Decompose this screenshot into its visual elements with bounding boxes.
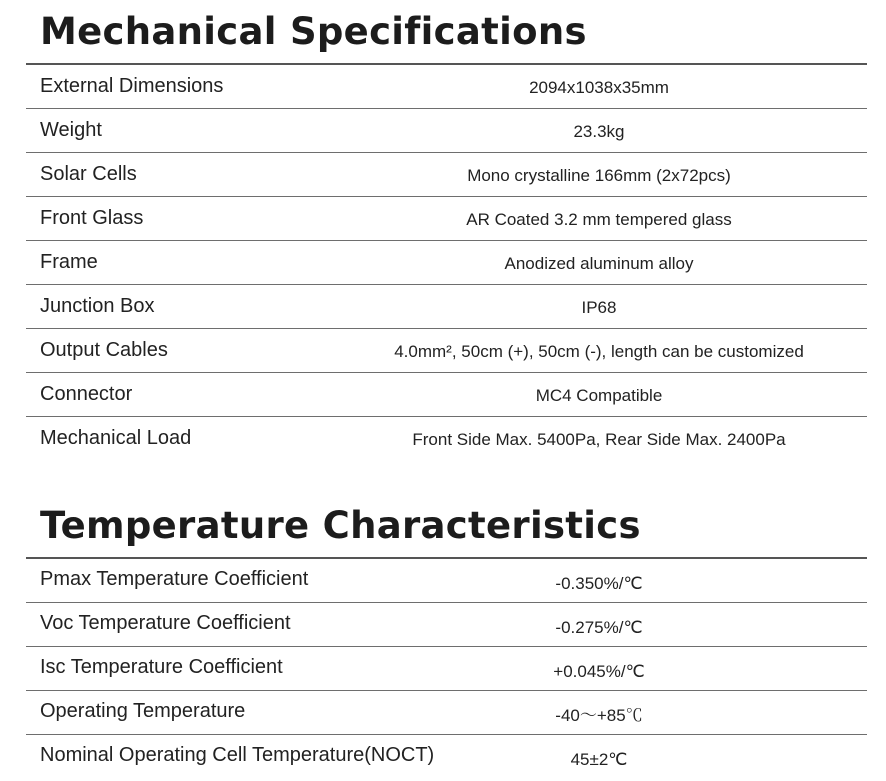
- row-value: 45±2℃: [570, 750, 628, 769]
- row-label: Frame: [40, 251, 98, 273]
- row-label: Pmax Temperature Coefficient: [40, 568, 309, 590]
- row-value: -40～+85℃: [555, 706, 643, 725]
- row-value: Anodized aluminum alloy: [504, 254, 694, 273]
- table-row: [26, 647, 867, 691]
- row-value: AR Coated 3.2 mm tempered glass: [466, 210, 732, 229]
- table-row: [26, 373, 867, 417]
- row-label: Voc Temperature Coefficient: [40, 612, 291, 634]
- row-value: +0.045%/℃: [553, 662, 645, 681]
- temperature-characteristics-table: [26, 557, 867, 778]
- row-label: Output Cables: [40, 339, 168, 361]
- table-row: [26, 735, 867, 778]
- temperature-characteristics-title: Temperature Characteristics: [40, 504, 641, 547]
- row-label: Weight: [40, 119, 102, 141]
- table-row: [26, 603, 867, 647]
- table-row: [26, 285, 867, 329]
- table-row: [26, 153, 867, 197]
- row-label: Isc Temperature Coefficient: [40, 656, 283, 678]
- mechanical-specifications-table: [26, 63, 867, 460]
- table-row: [26, 329, 867, 373]
- row-label: Nominal Operating Cell Temperature(NOCT): [40, 744, 435, 766]
- row-label: Junction Box: [40, 295, 155, 317]
- row-label: Connector: [40, 383, 133, 405]
- row-value: 2094x1038x35mm: [529, 78, 669, 97]
- row-label: Mechanical Load: [40, 427, 192, 449]
- table-row: [26, 417, 867, 460]
- row-value: IP68: [581, 298, 617, 317]
- row-label: External Dimensions: [40, 75, 224, 97]
- table-row: [26, 65, 867, 109]
- row-value: 4.0mm², 50cm (+), 50cm (-), length can be customized: [394, 342, 804, 361]
- table-row: [26, 559, 867, 603]
- row-value: -0.275%/℃: [555, 618, 643, 637]
- row-label: Solar Cells: [40, 163, 137, 185]
- row-label: Front Glass: [40, 207, 144, 229]
- table-row: [26, 109, 867, 153]
- table-row: [26, 691, 867, 735]
- row-value: 23.3kg: [573, 122, 625, 141]
- table-row: [26, 241, 867, 285]
- row-value: MC4 Compatible: [535, 386, 663, 405]
- row-value: Front Side Max. 5400Pa, Rear Side Max. 2400Pa: [412, 430, 786, 449]
- row-value: Mono crystalline 166mm (2x72pcs): [467, 166, 731, 185]
- table-row: [26, 197, 867, 241]
- row-value: -0.350%/℃: [555, 574, 643, 593]
- mechanical-specifications-title: Mechanical Specifications: [40, 10, 587, 53]
- row-label: Operating Temperature: [40, 700, 246, 722]
